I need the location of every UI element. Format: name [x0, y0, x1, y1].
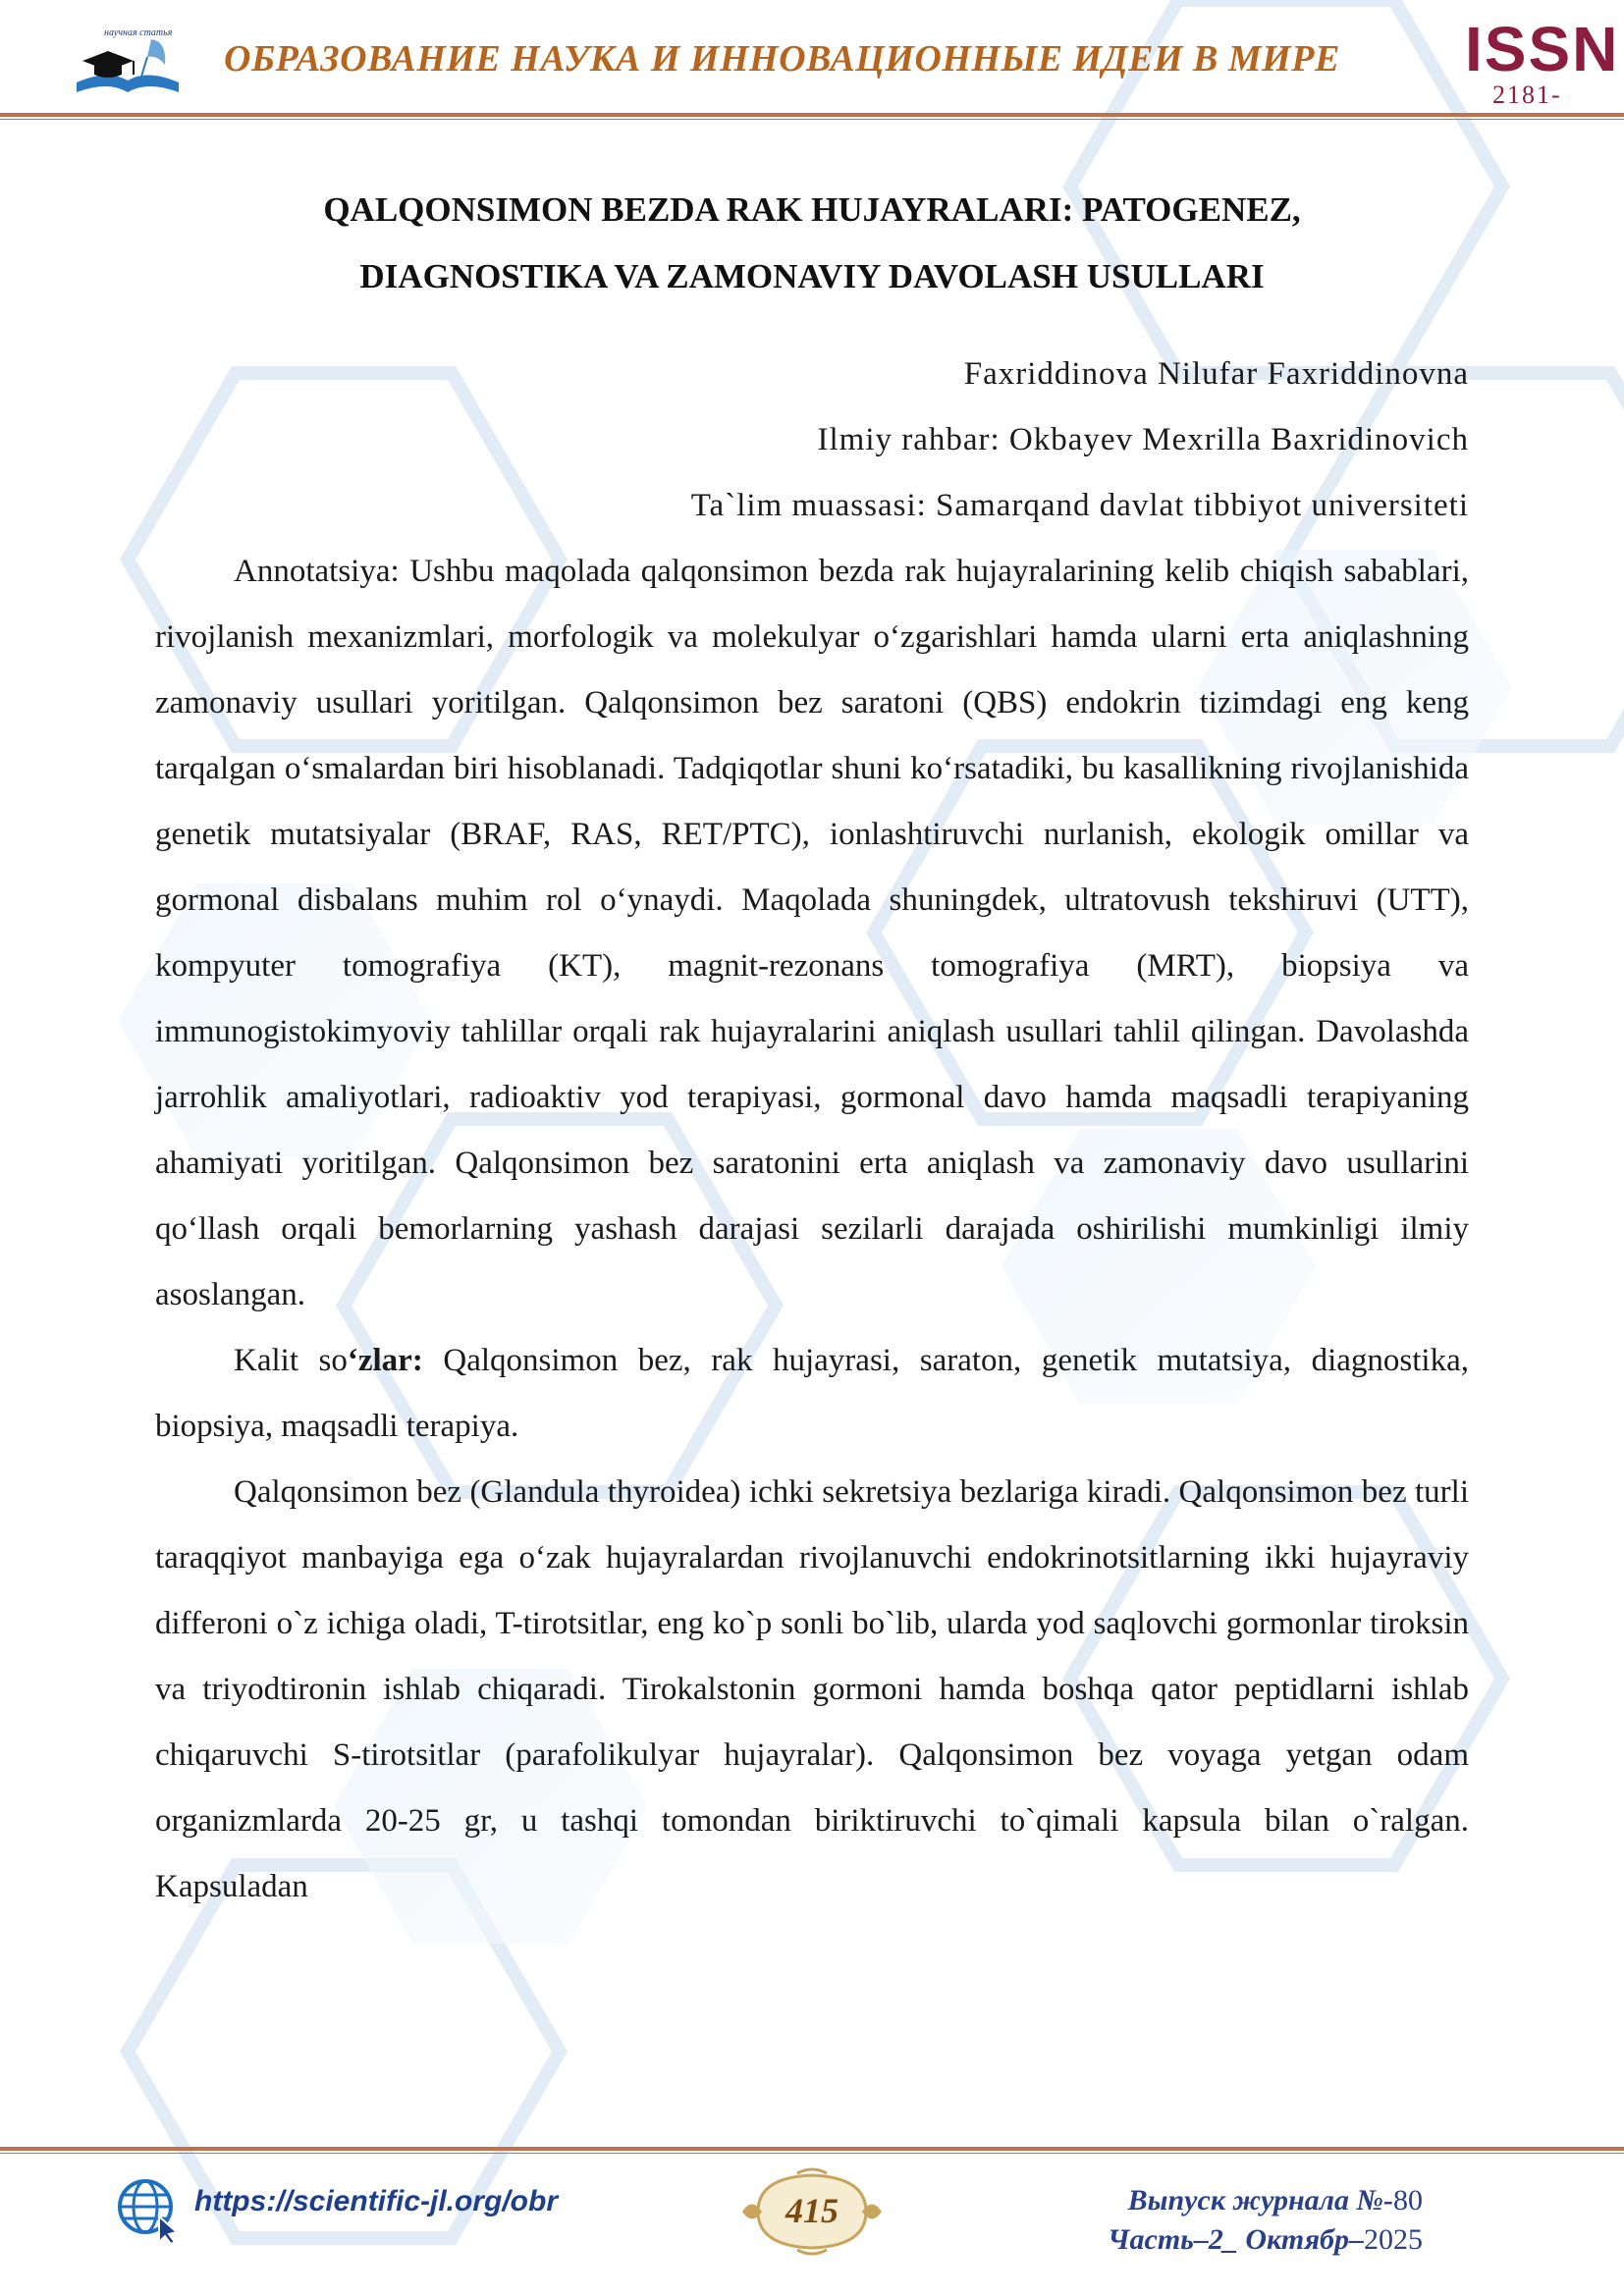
abstract-paragraph: Annotatsiya: Ushbu maqolada qalqonsimon bezda rak hujayralarining kelib chiqish sabablari, rivojlanish mexanizmlari, morfologik va molekulyar o‘zgarishlari hamda ularni erta aniqlashning zamonaviy usullari yoritilgan. Qalqonsimon bez saratoni (QBS) endokrin tizimdagi eng keng tarqalgan o‘smalardan biri hisoblanadi. Tadqiqotlar shuni ko‘rsatadiki, bu kasallikning rivojlanishida genetik mutatsiyalar (BRAF, RAS, RET/PTC), ionlashtiruvchi nurlanish, ekologik omillar va gormonal disbalans muhim rol o‘ynaydi. Maqolada shuningdek, ultratovush tekshiruvi (UTT), kompyuter tomografiya (KT), magnit-rezonans tomografiya (MRT), biopsiya va immunogistokimyoviy tahlillar orqali rak hujayralarini aniqlash usullari tahlil qilingan. Davolashda jarrohlik amaliyotlari, radioaktiv yod terapiyasi, gormonal davo hamda maqsadli terapiyaning ahamiyati yoritilgan. Qalqonsimon bez saratonini erta aniqlash va zamonaviy davo usullarini qo‘llash orqali bemorlarning yashash darajasi sezilarli darajada oshirilishi mumkinligi ilmiy asoslangan. — [155, 554, 1469, 1312]
issn-logo: ISSN — [1465, 14, 1620, 84]
header-divider-thin — [0, 119, 1624, 120]
keywords-label-bold: ‘zlar: — [347, 1343, 423, 1378]
article-content — [155, 177, 1469, 1920]
part-label: Часть–2_ Октябр– — [1108, 2223, 1364, 2256]
author-name: Faxriddinova Nilufar Faxriddinovna — [963, 356, 1469, 392]
article-title-line-2: DIAGNOSTIKA VA ZAMONAVIY DAVOLASH USULLARI — [359, 257, 1265, 295]
body-paragraph: Qalqonsimon bez (Glandula thyroidea) ichki sekretsiya bezlariga kiradi. Qalqonsimon bez turli taraqqiyot manbayiga ega o‘zak hujayralardan rivojlanuvchi endokrinotsitlarning ikki hujayraviy differoni o`z ichiga oladi, T-tirotsitlar, eng ko`p sonli bo`lib, ularda yod saqlovchi gormonlar tiroksin va triyodtironin ishlab chiqaradi. Tirokalstonin gormoni hamda boshqa qator peptidlarni ishlab chiqaruvchi S-tirotsitlar (parafolikulyar hujayralar). Qalqonsimon bez voyaga yetgan odam organizmlarda 20-25 gr, u tashqi tomondan biriktiruvchi to`qimali kapsula bilan o`ralgan. Kapsuladan — [155, 1474, 1469, 1904]
globe-icon — [114, 2175, 185, 2246]
keywords-label: Kalit so — [234, 1343, 348, 1378]
institution: Ta`lim muassasi: Samarqand davlat tibbiyot universiteti — [690, 488, 1469, 523]
article-title-line-1: QALQONSIMON BEZDA RAK HUJAYRALARI: PATOGENEZ, — [323, 190, 1301, 229]
journal-title: ОБРАЗОВАНИЕ НАУКА И ИННОВАЦИОННЫЕ ИДЕИ В МИРЕ — [224, 38, 1340, 80]
issn-number: 2181- — [1492, 80, 1562, 109]
journal-website-link[interactable]: https://scientific-jl.org/obr — [194, 2185, 559, 2217]
issue-info — [1108, 2181, 1423, 2260]
supervisor: Ilmiy rahbar: Okbayev Mexrilla Baxridinovich — [817, 422, 1469, 457]
footer-divider-thin — [0, 2153, 1624, 2154]
svg-text:научная статья: научная статья — [104, 27, 173, 38]
author-block — [155, 342, 1469, 539]
issue-label: Выпуск журнала №- — [1127, 2184, 1393, 2216]
page-header — [0, 0, 1624, 123]
footer-divider — [0, 2147, 1624, 2151]
header-divider — [0, 113, 1624, 117]
issue-number: 80 — [1393, 2184, 1423, 2216]
page-number: 415 — [785, 2191, 839, 2230]
keywords-list: Qalqonsimon bez, rak hujayrasi, saraton, genetik mutatsiya, diagnostika, biopsiya, maqsadli terapiya. — [155, 1343, 1469, 1444]
article-title — [155, 177, 1469, 310]
issue-year: 2025 — [1364, 2223, 1423, 2256]
keywords-paragraph — [155, 1328, 1469, 1460]
journal-logo-icon — [69, 22, 187, 102]
